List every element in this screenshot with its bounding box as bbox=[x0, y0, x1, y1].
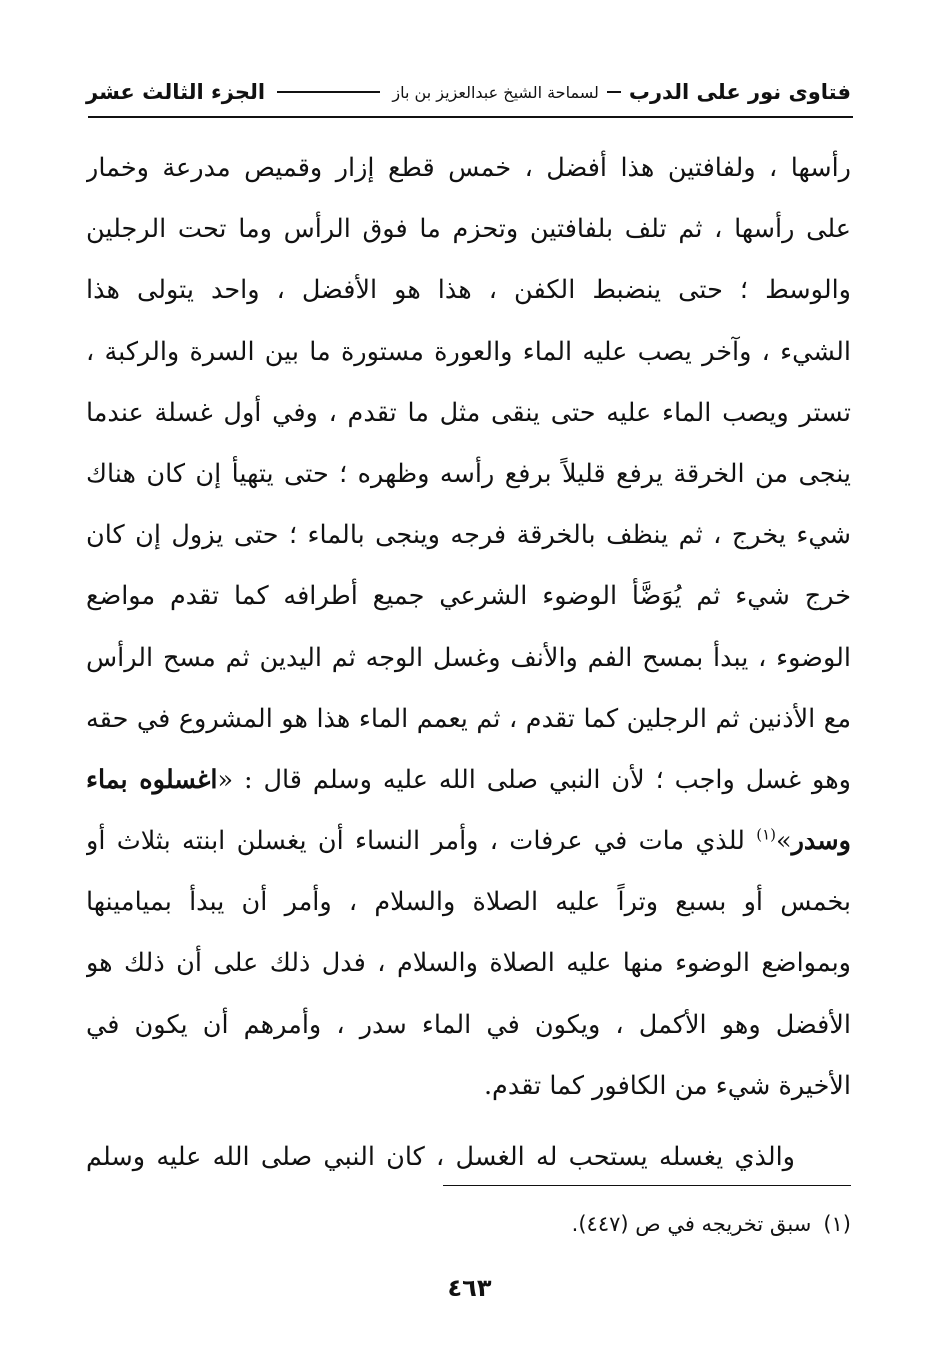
hadith-quote: وسدر bbox=[791, 826, 851, 857]
new-paragraph-line bbox=[86, 1127, 851, 1188]
footnote-reference[interactable]: (١) bbox=[756, 825, 776, 844]
text-line: خرج شيء ثم يُوَضَّأ الوضوء الشرعي جميع أطرافه كما تقدم مواضع bbox=[86, 581, 851, 612]
text-line: والوسط ؛ حتى ينضبط الكفن ، هذا هو الأفضل ، واحد يتولى هذا bbox=[86, 275, 851, 306]
header-dash-divider bbox=[607, 91, 621, 93]
text-line: وبمواضع الوضوء منها عليه الصلاة والسلام ، فدل ذلك على أن ذلك هو bbox=[86, 948, 851, 979]
text-line: ينجى من الخرقة يرفع قليلاً برفع رأسه وظهره ؛ حتى يتهيأ إن كان هناك bbox=[86, 458, 851, 489]
paragraph-last-line: الأخيرة شيء من الكافور كما تقدم. bbox=[483, 1070, 851, 1101]
text-line: تستر ويصب الماء عليه حتى ينقى مثل ما تقدم ، وفي أول غسلة عندما bbox=[86, 397, 851, 428]
header-author: لسماحة الشيخ عبدالعزيز بن باز bbox=[392, 82, 599, 102]
hadith-quote: اغسلوه بماء bbox=[86, 764, 218, 795]
text-segment: وهو غسل واجب ؛ لأن النبي صلى الله عليه وسلم قال : « bbox=[217, 764, 851, 795]
footnote-rule bbox=[443, 1185, 851, 1186]
page-number: ٤٦٣ bbox=[447, 1274, 492, 1302]
text-line-hadith-start bbox=[86, 750, 851, 811]
footnote bbox=[86, 1204, 851, 1244]
text-line: رأسها ، ولفافتين هذا أفضل ، خمس قطع إزار وقميص مدرعة وخمار bbox=[86, 153, 851, 183]
text-line: شيء يخرج ، ثم ينظف بالخرقة فرجه وينجى بالماء ؛ حتى يزول إن كان bbox=[86, 520, 851, 551]
header-rule bbox=[88, 116, 853, 118]
header-book-title: فتاوى نور على الدرب bbox=[628, 80, 851, 104]
text-line: الشيء ، وآخر يصب عليه الماء والعورة مستورة ما بين السرة والركبة ، bbox=[86, 336, 851, 367]
header-part-label: الجزء الثالث عشر bbox=[86, 80, 266, 104]
text-line: الأفضل وهو الأكمل ، ويكون في الماء سدر ، وأمرهم أن يكون في bbox=[86, 1009, 851, 1040]
text-segment: والذي يغسله يستحب له الغسل ، كان النبي صلى الله عليه وسلم bbox=[86, 1142, 795, 1172]
header-dash-line bbox=[277, 91, 380, 93]
text-line: الوضوء ، يبدأ بمسح الفم والأنف وغسل الوجه ثم اليدين ثم مسح الرأس bbox=[86, 642, 851, 673]
text-segment: للذي مات في عرفات ، وأمر النساء أن يغسلن ابنته بثلاث أو bbox=[86, 826, 757, 857]
running-header bbox=[86, 72, 851, 112]
body-text bbox=[86, 138, 851, 1188]
text-line: بخمس أو بسبع وتراً عليه الصلاة والسلام ، وأمر أن يبدأ بميامينها bbox=[86, 887, 851, 918]
footnote-text: سبق تخريجه في ص (٤٤٧). bbox=[571, 1212, 812, 1236]
footnote-mark: (١) bbox=[823, 1212, 851, 1236]
quote-close: » bbox=[776, 826, 792, 857]
text-line: مع الأذنين ثم الرجلين كما تقدم ، ثم يعمم الماء هذا هو المشروع في حقه bbox=[86, 703, 851, 734]
text-line: على رأسها ، ثم تلف بلفافتين وتحزم ما فوق الرأس وما تحت الرجلين bbox=[86, 214, 851, 245]
text-line-hadith-end bbox=[86, 811, 851, 872]
